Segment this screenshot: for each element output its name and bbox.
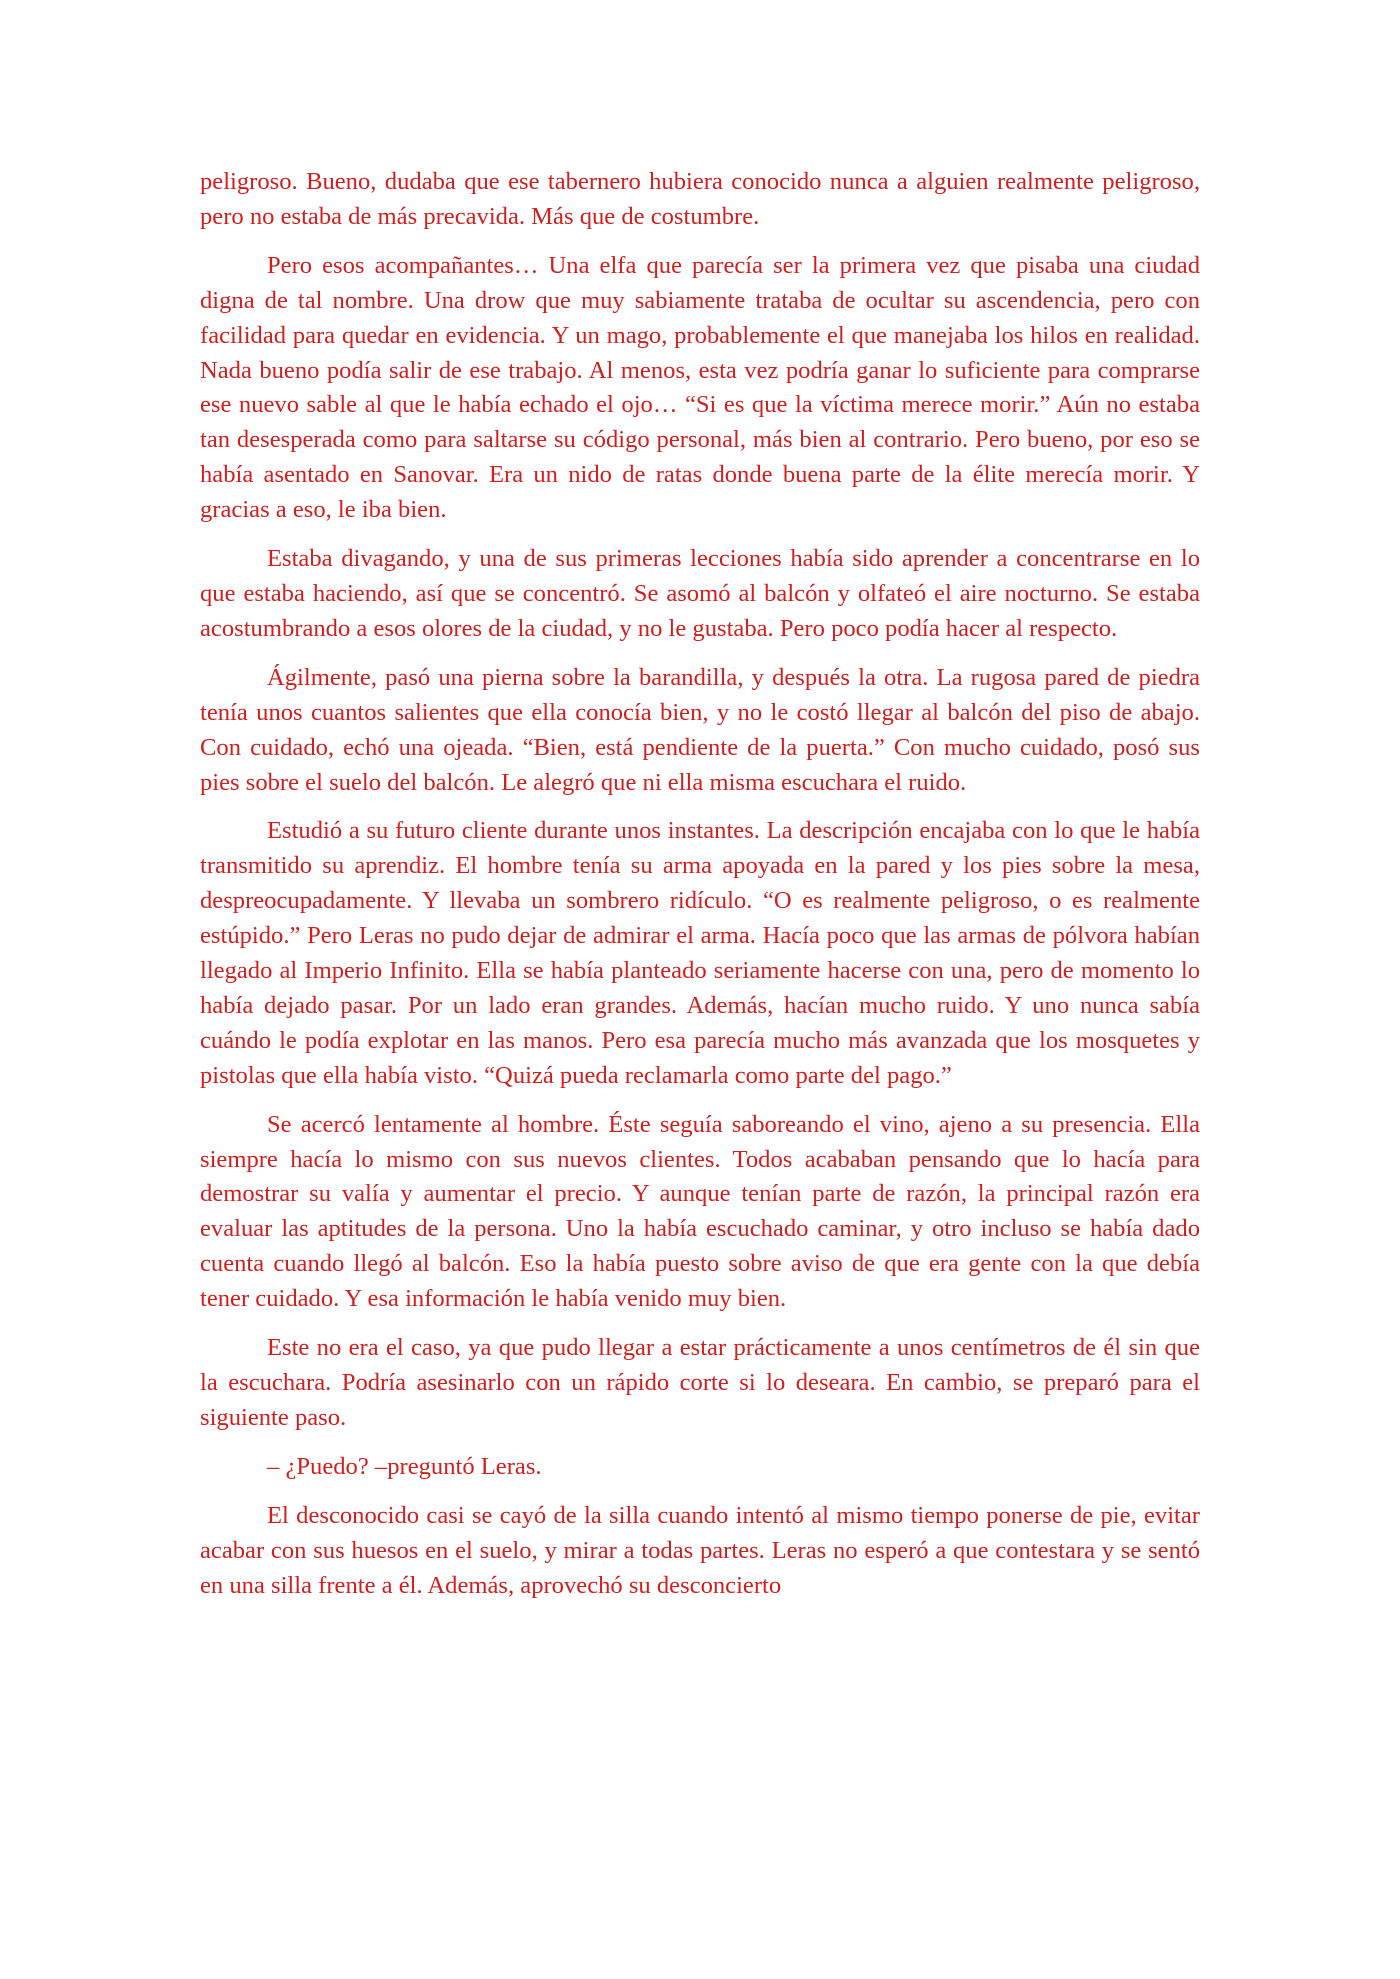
document-page: [200, 165, 1200, 1603]
paragraph-9: El desconocido casi se cayó de la silla cuando intentó al mismo tiempo ponerse de pie, evitar acabar con sus huesos en el suelo, y mirar a todas partes. Leras no esperó a que contestara y se sentó en una silla frente a él. Además, aprovechó su desconcierto: [200, 1501, 1200, 1599]
paragraph-2: Pero esos acompañantes… Una elfa que parecía ser la primera vez que pisaba una ciudad digna de tal nombre. Una drow que muy sabiamente trataba de ocultar su ascendencia, pero con facilidad para quedar en evidencia. Y un mago, probablemente el que manejaba los hilos en realidad. Nada bueno podía salir de ese trabajo. Al menos, esta vez podría ganar lo suficiente para comprarse ese nuevo sable al que le había echado el ojo… “Si es que la víctima merece morir.” Aún no estaba tan desesperada como para saltarse su código personal, más bien al contrario. Pero bueno, por eso se había asentado en Sanovar. Era un nido de ratas donde buena parte de la élite merecía morir. Y gracias a eso, le iba bien.: [200, 251, 1200, 524]
paragraph-1: peligroso. Bueno, dudaba que ese tabernero hubiera conocido nunca a alguien realmente peligroso, pero no estaba de más precavida. Más que de costumbre.: [200, 168, 1200, 230]
dialogue-line: – ¿Puedo? –preguntó Leras.: [267, 1452, 542, 1480]
paragraph-4: Ágilmente, pasó una pierna sobre la barandilla, y después la otra. La rugosa pared de piedra tenía unos cuantos salientes que ella conocía bien, y no le costó llegar al balcón del piso de abajo. Con cuidado, echó una ojeada. “Bien, está pendiente de la puerta.” Con mucho cuidado, posó sus pies sobre el suelo del balcón. Le alegró que ni ella misma escuchara el ruido.: [200, 663, 1200, 796]
paragraph-3: Estaba divagando, y una de sus primeras lecciones había sido aprender a concentrarse en lo que estaba haciendo, así que se concentró. Se asomó al balcón y olfateó el aire nocturno. Se estaba acostumbrando a esos olores de la ciudad, y no le gustaba. Pero poco podía hacer al respecto.: [200, 545, 1200, 642]
paragraph-6: Se acercó lentamente al hombre. Éste seguía saboreando el vino, ajeno a su presencia. Ella siempre hacía lo mismo con sus nuevos clientes. Todos acababan pensando que lo hacía para demostrar su valía y aumentar el precio. Y aunque tenían parte de razón, la principal razón era evaluar las aptitudes de la persona. Uno la había escuchado caminar, y otro incluso se había dado cuenta cuando llegó al balcón. Eso la había puesto sobre aviso de que era gente con la que debía tener cuidado. Y esa información le había venido muy bien.: [200, 1110, 1200, 1313]
paragraph-7: Este no era el caso, ya que pudo llegar a estar prácticamente a unos centímetros de él sin que la escuchara. Podría asesinarlo con un rápido corte si lo deseara. En cambio, se preparó para el siguiente paso.: [200, 1334, 1200, 1431]
paragraph-5: Estudió a su futuro cliente durante unos instantes. La descripción encajaba con lo que le había transmitido su aprendiz. El hombre tenía su arma apoyada en la pared y los pies sobre la mesa, despreocupadamente. Y llevaba un sombrero ridículo. “O es realmente peligroso, o es realmente estúpido.” Pero Leras no pudo dejar de admirar el arma. Hacía poco que las armas de pólvora habían llegado al Imperio Infinito. Ella se había planteado seriamente hacerse con una, pero de momento lo había dejado pasar. Por un lado eran grandes. Además, hacían mucho ruido. Y uno nunca sabía cuándo le podía explotar en las manos. Pero esa parecía mucho más avanzada que los mosquetes y pistolas que ella había visto. “Quizá pueda reclamarla como parte del pago.”: [200, 817, 1200, 1089]
